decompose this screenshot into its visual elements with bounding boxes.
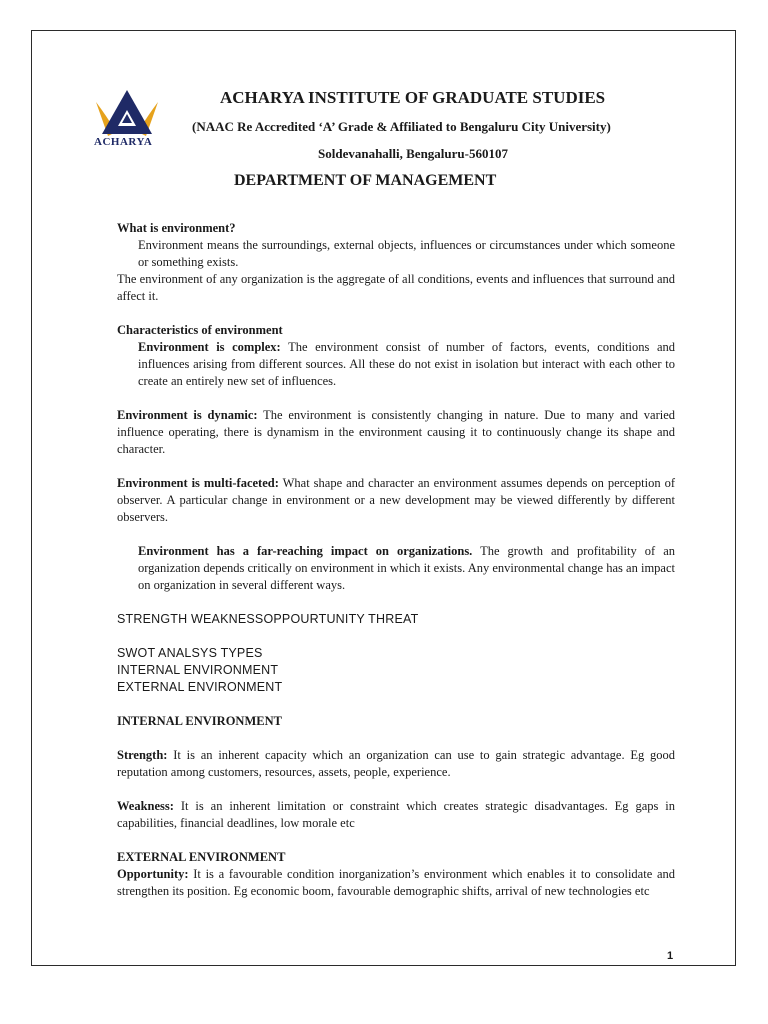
paragraph: Environment means the surroundings, external objects, influences or circumstances under which someone or something exists. [138, 238, 675, 269]
swot-item [117, 798, 675, 832]
term: Strength: [117, 748, 168, 762]
address-line: Soldevanahalli, Bengaluru-560107 [318, 146, 508, 161]
description: The growth and profitability of an organization depends critically on environment in which it exists. Any environmental change has an impact on organization in several different ways. [138, 544, 675, 592]
department-title: DEPARTMENT OF MANAGEMENT [234, 172, 497, 189]
swot-item [117, 866, 675, 900]
characteristic-item [117, 407, 675, 458]
accreditation-line: (NAAC Re Accredited ‘A’ Grade & Affiliated to Bengaluru City University) [192, 119, 611, 134]
description: The environment consist of number of factors, events, conditions and influences arising from different sources. All these do not exist in isolation but interact with each other to create an entirely new set of influences. [138, 340, 675, 388]
description: It is an inherent limitation or constraint which creates strategic disadvantages. Eg gaps in capabilities, financial deadlines, low morale etc [117, 799, 675, 830]
swot-types-heading: SWOT ANALSYS TYPES [117, 646, 263, 660]
term: Weakness: [117, 799, 174, 813]
institute-title: ACHARYA INSTITUTE OF GRADUATE STUDIES [220, 88, 606, 107]
description: It is a favourable condition inorganization’s environment which enables it to consolidate and strengthen its position. Eg economic boom, favourable demographic shifts, arrival of new technologies etc [117, 867, 676, 898]
term: Opportunity: [117, 867, 189, 881]
logo-text: ACHARYA [94, 136, 153, 148]
swot-line: STRENGTH WEAKNESSOPPOURTUNITY THREAT [117, 612, 419, 626]
term: Environment is dynamic: [117, 408, 258, 422]
swot-item [117, 747, 675, 781]
paragraph: The environment of any organization is the aggregate of all conditions, events and influences that surround and affect it. [117, 272, 675, 303]
term: Environment is multi-faceted: [117, 476, 279, 490]
characteristic-item [117, 339, 675, 390]
term: Environment is complex: [138, 340, 281, 354]
swot-type: EXTERNAL ENVIRONMENT [117, 680, 283, 694]
swot-type: INTERNAL ENVIRONMENT [117, 663, 279, 677]
section-heading: INTERNAL ENVIRONMENT [117, 714, 282, 728]
characteristic-item [117, 475, 675, 526]
term: Environment has a far-reaching impact on organizations. [138, 544, 473, 558]
characteristic-item [117, 543, 675, 594]
description: The environment is consistently changing in nature. Due to many and varied influence operating, there is dynamism in the environment causing it to continuously change its shape and character. [117, 408, 676, 456]
description: It is an inherent capacity which an organization can use to gain strategic advantage. Eg good reputation among customers, resources, assets, people, experience. [117, 748, 676, 779]
description: What shape and character an environment assumes depends on perception of observer. A particular change in environment or a new development may be viewed differently by different observers. [117, 476, 675, 524]
section-heading: EXTERNAL ENVIRONMENT [117, 850, 286, 864]
section-heading: What is environment? [117, 221, 236, 235]
section-heading: Characteristics of environment [117, 323, 283, 337]
document-body [117, 220, 675, 900]
page-number: 1 [667, 950, 674, 962]
